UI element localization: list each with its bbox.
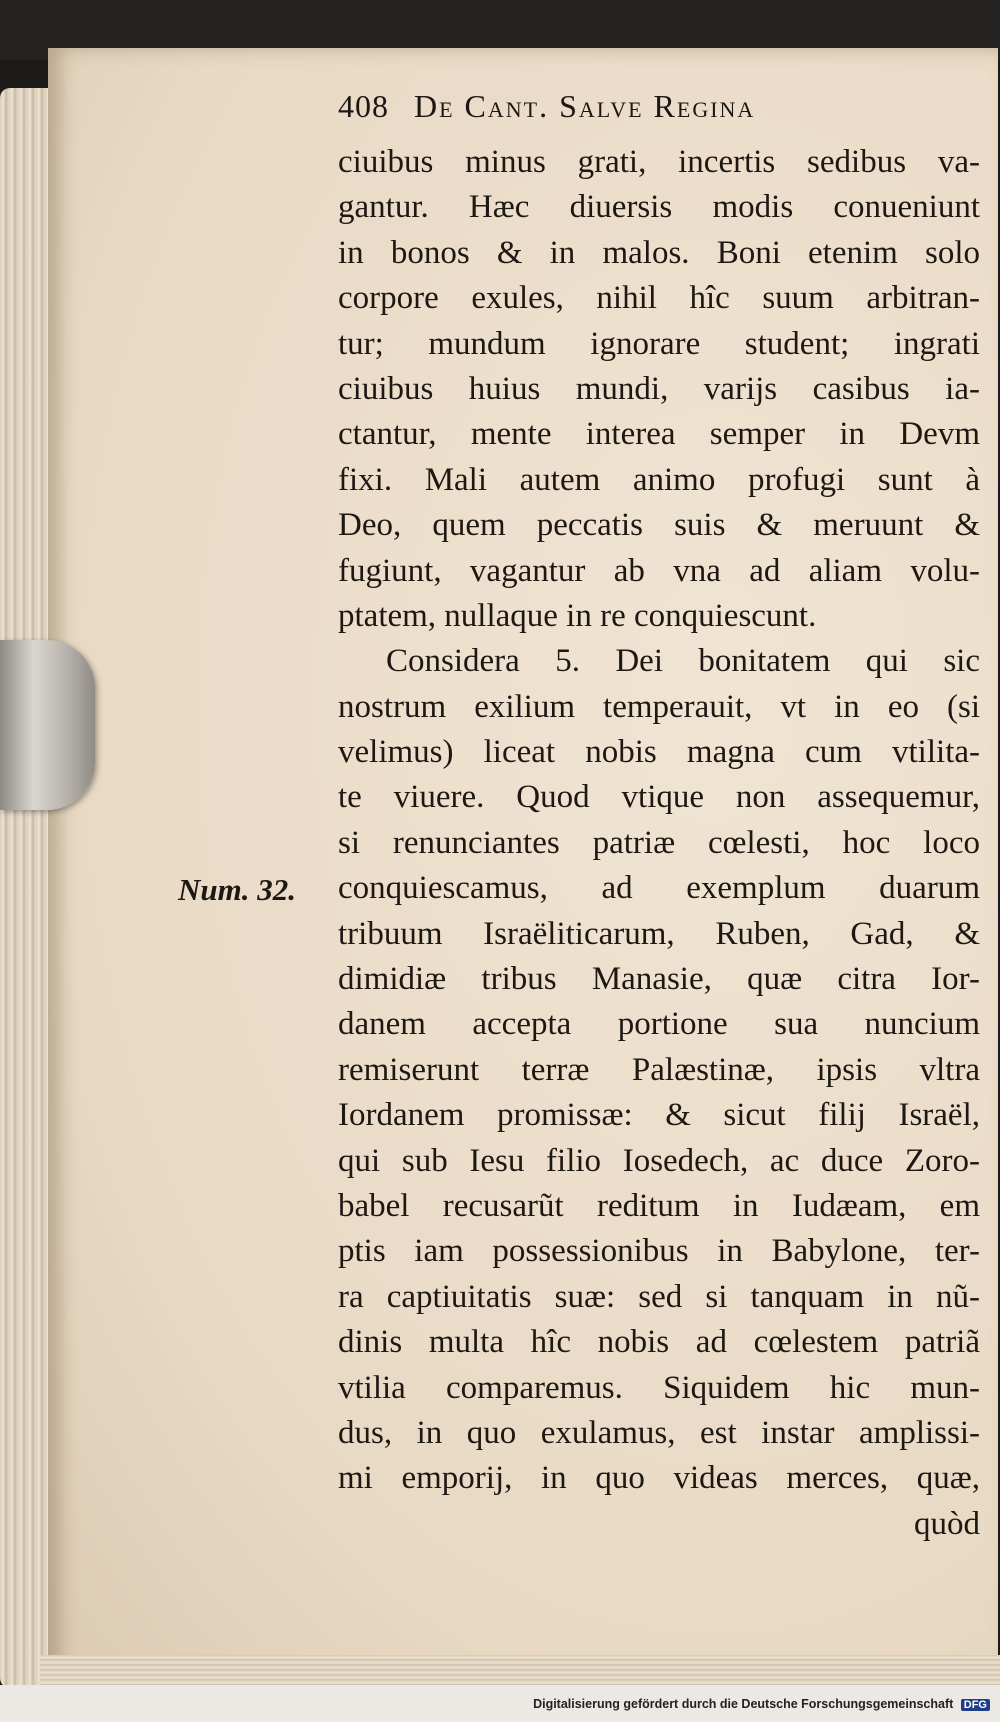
text-line: Deo, quem peccatis suis & meruunt & <box>338 507 980 544</box>
text-line: te viuere. Quod vtique non assequemur, <box>338 779 980 816</box>
dfg-logo: DFG <box>961 1699 990 1711</box>
page-clip <box>0 640 95 810</box>
text-line: dinis multa hîc nobis ad cœlestem patriã <box>338 1324 980 1361</box>
text-line: tur; mundum ignorare student; ingrati <box>338 325 980 362</box>
text-line: qui sub Iesu filio Iosedech, ac duce Zoro- <box>338 1142 980 1179</box>
text-line: dimidiæ tribus Manasie, quæ citra Ior- <box>338 961 980 998</box>
text-line: ctantur, mente interea semper in Devm <box>338 416 980 453</box>
text-line: babel recusarũt reditum in Iudæam, em <box>338 1187 980 1224</box>
text-line: in bonos & in malos. Boni etenim solo <box>338 234 980 271</box>
text-line: ptatem, nullaque in re conquiescunt. <box>338 597 817 634</box>
margin-note: Num. 32. <box>178 872 296 907</box>
text-line: Iordanem promissæ: & sicut filij Israël, <box>338 1097 980 1134</box>
text-line: corpore exules, nihil hîc suum arbitran- <box>338 280 980 317</box>
page-number: 408 <box>338 88 389 124</box>
text-line: nostrum exilium temperauit, vt in eo (si <box>338 688 980 725</box>
text-line: dus, in quo exulamus, est instar amplissi- <box>338 1414 980 1451</box>
text-line: Considera 5. Dei bonitatem qui sic <box>386 643 980 680</box>
running-title: De Cant. Salve Regina <box>414 88 756 124</box>
text-line: danem accepta portione sua nuncium <box>338 1006 980 1043</box>
text-line: si renunciantes patriæ cœlesti, hoc loco <box>338 824 980 861</box>
catchword: quòd <box>914 1505 980 1542</box>
digitization-credit <box>533 1697 990 1711</box>
text-line: conquiescamus, ad exemplum duarum <box>338 870 980 907</box>
body-text <box>338 140 980 1547</box>
text-line: ra captiuitatis suæ: sed si tanquam in nũ- <box>338 1278 980 1315</box>
text-line: velimus) liceat nobis magna cum vtilita- <box>338 734 980 771</box>
credit-text: Digitalisierung gefördert durch die Deutsche Forschungsgemeinschaft <box>533 1697 954 1711</box>
text-line: fixi. Mali autem animo profugi sunt à <box>338 461 980 498</box>
text-line: mi emporij, in quo videas merces, quæ, <box>338 1460 980 1497</box>
page-edges-bottom <box>40 1655 1000 1685</box>
text-line: ciuibus minus grati, incertis sedibus va- <box>338 144 980 180</box>
text-line: tribuum Israëliticarum, Ruben, Gad, & <box>338 915 980 952</box>
text-line: ptis iam possessionibus in Babylone, ter- <box>338 1233 980 1270</box>
text-line: fugiunt, vagantur ab vna ad aliam volu- <box>338 552 980 589</box>
text-line: vtilia comparemus. Siquidem hic mun- <box>338 1369 980 1406</box>
text-line: remiserunt terræ Palæstinæ, ipsis vltra <box>338 1051 980 1088</box>
text-line: gantur. Hæc diuersis modis conueniunt <box>338 189 980 226</box>
text-line: ciuibus huius mundi, varijs casibus ia- <box>338 370 980 407</box>
running-head <box>338 88 898 125</box>
